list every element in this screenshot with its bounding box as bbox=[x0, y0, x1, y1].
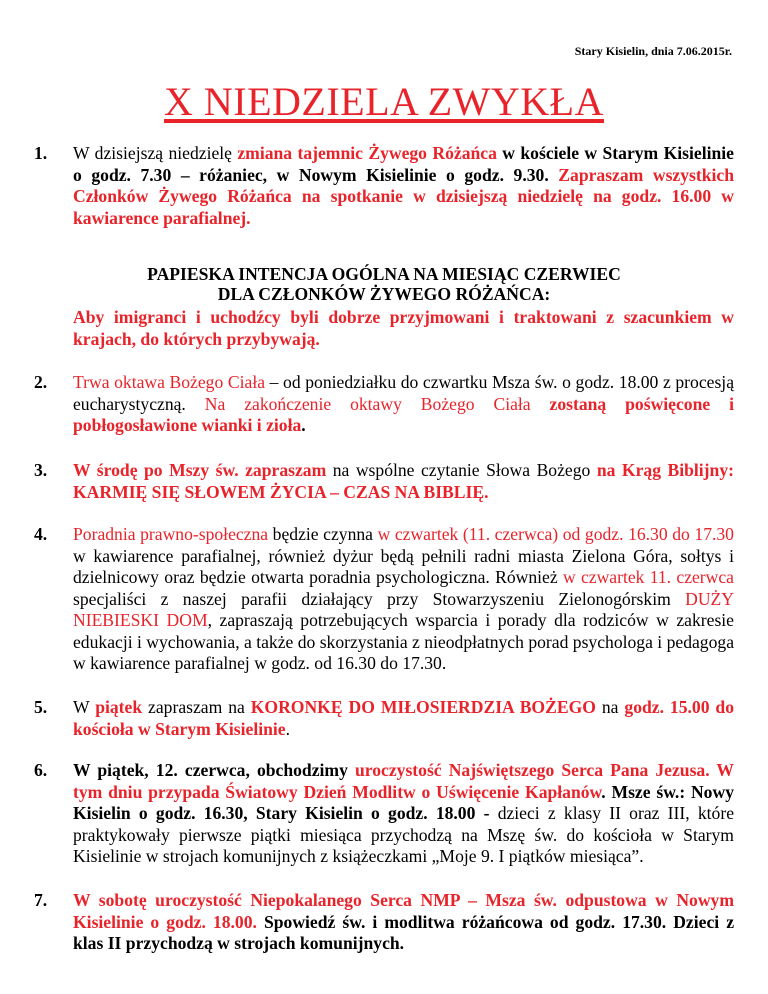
text-segment: DUŻY NIEBIESKI DOM bbox=[73, 588, 734, 630]
item-number: 1. bbox=[34, 143, 48, 163]
text-segment: Spowiedź św. i modlitwa różańcowa od godz. 17.30. Dzieci z klas II przychodzą w strojach komunijnych. bbox=[73, 911, 734, 953]
item-text bbox=[73, 697, 734, 740]
text-segment: . Msze św.: Nowy Kisielin o godz. 16.30, Stary Kisielin o godz. 18.00 - bbox=[73, 781, 734, 823]
text-segment: na bbox=[595, 697, 625, 717]
text-segment: zapraszam na bbox=[142, 697, 251, 717]
text-segment: Na zakończenie oktawy Bożego Ciała bbox=[204, 393, 550, 414]
item-text bbox=[73, 460, 734, 503]
item-number: 5. bbox=[34, 697, 48, 717]
list-item bbox=[34, 524, 734, 675]
page-title: X NIEDZIELA ZWYKŁA bbox=[164, 79, 604, 124]
item-number: 2. bbox=[34, 372, 48, 392]
text-segment: W środę po Mszy św. zapraszam bbox=[73, 460, 327, 480]
text-segment: na Krąg Biblijny: KARMIĘ SIĘ SŁOWEM ŻYCIA – CZAS NA BIBLIĘ. bbox=[73, 460, 734, 502]
list-item bbox=[34, 890, 734, 955]
text-segment: W bbox=[73, 697, 96, 717]
text-segment: Zapraszam wszystkich Członków Żywego Różańca na spotkanie w dzisiejszą niedzielę na godz. 16.00 w kawiarence parafialnej. bbox=[73, 164, 734, 228]
item-text bbox=[73, 760, 734, 868]
intention-heading-line1: PAPIESKA INTENCJA OGÓLNA NA MIESIĄC CZERWIEC bbox=[147, 264, 621, 284]
item-text bbox=[73, 524, 734, 675]
text-segment: godz. 15.00 do kościoła w Starym Kisielinie bbox=[73, 697, 734, 739]
text-segment: w czwartek 11. czerwca bbox=[562, 567, 734, 587]
item-number: 6. bbox=[34, 760, 48, 780]
date-line: Stary Kisielin, dnia 7.06.2015r. bbox=[574, 44, 732, 58]
text-segment: . bbox=[301, 415, 306, 435]
text-segment: na wspólne czytanie Słowa Bożego bbox=[326, 460, 597, 480]
list-item bbox=[34, 697, 734, 740]
text-segment: w kawiarence parafialnej, również dyżur będą pełnili radni miasta Zielona Góra, sołtys i dzielnicowy oraz będzie otwarta poradnia psychologiczna. Również bbox=[73, 545, 734, 587]
item-number: 4. bbox=[34, 524, 48, 544]
text-segment: zostaną poświęcone i pobłogosławione wianki i zioła bbox=[73, 393, 734, 435]
item-text bbox=[73, 372, 734, 437]
list-item bbox=[34, 760, 734, 868]
text-segment: w czwartek (11. czerwca) od godz. 16.30 do 17.30 bbox=[377, 524, 734, 544]
item-number: 3. bbox=[34, 460, 48, 480]
text-segment: Trwa oktawa Bożego Ciała bbox=[73, 372, 266, 392]
item-text bbox=[73, 890, 734, 955]
intention-heading bbox=[34, 264, 734, 304]
text-segment: zmiana tajemnic Żywego Różańca bbox=[237, 143, 497, 163]
list-item bbox=[34, 372, 734, 437]
intention-heading-line2: DLA CZŁONKÓW ŻYWEGO RÓŻAŃCA: bbox=[217, 284, 551, 304]
text-segment: W dzisiejszą niedzielę bbox=[73, 143, 238, 163]
text-segment: będzie czynna bbox=[268, 524, 378, 544]
text-segment: , zapraszają potrzebujących wsparcia i porady dla rodziców w zakresie edukacji i wychowania, a także do skorzystania z nieodpłatnych porad psychologa i pedagoga w kawiarence parafialnej w godz. od 16.30 do 17.30. bbox=[73, 610, 735, 673]
text-segment: Poradnia prawno-społeczna bbox=[73, 524, 269, 544]
list-item bbox=[34, 460, 734, 503]
list-item bbox=[34, 143, 734, 229]
intention-text: Aby imigranci i uchodźcy byli dobrze przyjmowani i traktowani z szacunkiem w krajach, do których przybywają. bbox=[73, 307, 734, 349]
text-segment: uroczystość Najświętszego Serca Pana Jezusa. W tym dniu przypada Światowy Dzień Modlitw o Uświęcenie Kapłanów bbox=[73, 760, 734, 802]
text-segment: . bbox=[285, 718, 290, 739]
text-segment: – od poniedziałku do czwartku Msza św. o godz. 18.00 z procesją eucharystyczną. bbox=[73, 372, 734, 414]
text-segment: KORONKĘ DO MIŁOSIERDZIA BOŻEGO bbox=[250, 697, 596, 717]
text-segment: W sobotę uroczystość Niepokalanego Serca NMP – Msza św. odpustowa w Nowym Kisielinie o godz. 18.00. bbox=[73, 890, 734, 932]
text-segment: specjaliści z naszej parafii działający przy Stowarzyszeniu Zielonogórskim bbox=[73, 588, 686, 609]
text-segment: w kościele w Starym Kisielinie o godz. 7.30 – różaniec, w Nowym Kisielinie o godz. 9.30. bbox=[73, 143, 734, 185]
text-segment: W piątek, 12. czerwca, obchodzimy bbox=[73, 760, 355, 780]
item-text bbox=[73, 143, 734, 229]
text-segment: dzieci z klasy II oraz III, które praktykowały pierwsze piątki miesiąca przychodzą na Mszę św. do kościoła w Starym Kisielinie w strojach komunijnych z książeczkami „Moje 9. I piątków miesiąca”. bbox=[73, 803, 734, 866]
text-segment: piątek bbox=[95, 697, 143, 717]
item-number: 7. bbox=[34, 890, 48, 910]
